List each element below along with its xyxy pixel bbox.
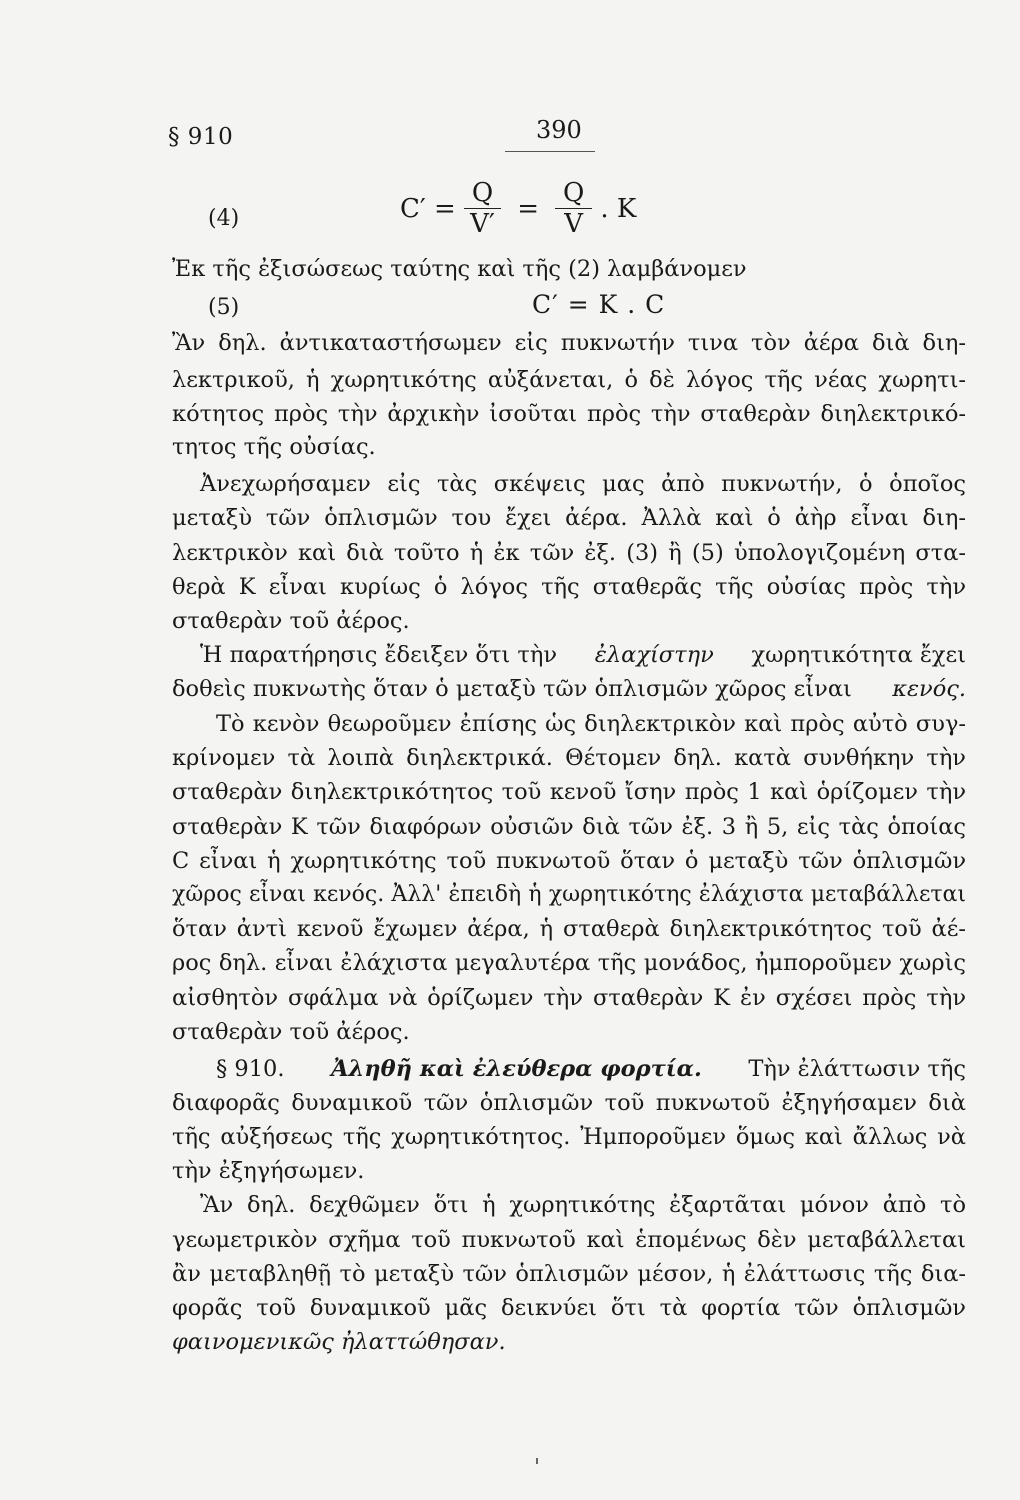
text-run: δοθεὶς πυκνωτὴς ὅταν ὁ μεταξὺ τῶν ὁπλισμῶν χῶρος εἶναι — [172, 676, 852, 702]
text-run: Τὴν ἐλάττωσιν τῆς — [748, 1056, 966, 1082]
page-number: 390 — [536, 116, 582, 144]
paragraph-line: σταθερὰν τοῦ ἀέρος. — [172, 1019, 410, 1045]
paragraph-line: θερὰ K εἶναι κυρίως ὁ λόγος τῆς σταθερᾶς τῆς οὐσίας πρὸς τὴν — [172, 574, 966, 600]
paragraph-line: σταθερὰν τοῦ ἀέρος. — [172, 608, 410, 634]
fraction-denominator: V′ — [470, 209, 495, 239]
paragraph-line: τῆς αὐξήσεως τῆς χωρητικότητος. Ἠμποροῦμεν ὅμως καὶ ἄλλως νὰ — [172, 1124, 966, 1150]
equation-4 — [400, 180, 636, 237]
fraction-q-over-v — [555, 180, 592, 237]
paragraph-line: αἰσθητὸν σφάλμα νὰ ὁρίζωμεν τὴν σταθερὰν K ἐν σχέσει πρὸς τὴν — [172, 985, 966, 1011]
paragraph-line: λεκτρικὸν καὶ διὰ τοῦτο ἡ ἐκ τῶν ἐξ. (3) ἢ (5) ὑπολογιζομένη στα- — [172, 540, 966, 566]
equals-sign: = — [517, 193, 539, 224]
intro-line: Ἐκ τῆς ἐξισώσεως ταύτης καὶ τῆς (2) λαμβάνομεν — [172, 256, 747, 282]
paragraph-line: Ἂν δηλ. δεχθῶμεν ὅτι ἡ χωρητικότης ἐξαρτᾶται μόνον ἀπὸ τὸ — [200, 1192, 966, 1218]
paragraph-line: μεταξὺ τῶν ὁπλισμῶν του ἔχει ἀέρα. Ἀλλὰ καὶ ὁ ἀὴρ εἶναι διη- — [172, 505, 966, 531]
equation-5-label: (5) — [208, 295, 240, 320]
emphasis-text: κενός. — [892, 676, 966, 702]
paragraph-line: κότητος πρὸς τὴν ἀρχικὴν ἰσοῦται πρὸς τὴν σταθερὰν διηλεκτρικό- — [172, 401, 966, 427]
paragraph-line: τητος τῆς οὐσίας. — [172, 434, 376, 460]
header-rule — [505, 151, 595, 152]
section-number: § 910. — [216, 1056, 285, 1082]
paragraph-line: ἂν μεταβληθῇ τὸ μεταξὺ τῶν ὁπλισμῶν μέσον, ἡ ἐλάττωσις τῆς δια- — [172, 1261, 966, 1287]
paragraph-line: τὴν ἐξηγήσωμεν. — [172, 1158, 365, 1184]
paragraph-line: κρίνομεν τὰ λοιπὰ διηλεκτρικά. Θέτομεν δηλ. κατὰ συνθήκην τὴν — [172, 745, 966, 771]
running-head-section: § 910 — [168, 124, 234, 150]
paragraph-line: διαφορᾶς δυναμικοῦ τῶν ὁπλισμῶν τοῦ πυκνωτοῦ ἐξηγήσαμεν διὰ — [172, 1090, 966, 1116]
paragraph-line: σταθερὰν K τῶν διαφόρων οὐσιῶν διὰ τῶν ἐξ. 3 ἢ 5, εἰς τὰς ὁποίας — [172, 814, 966, 840]
text-run: Ἡ παρατήρησις ἔδειξεν ὅτι τὴν — [200, 642, 558, 668]
paragraph-line — [172, 678, 966, 701]
paragraph-line: γεωμετρικὸν σχῆμα τοῦ πυκνωτοῦ καὶ ἑπομένως δὲν μεταβάλλεται — [172, 1227, 966, 1253]
equation-4-label: (4) — [208, 206, 240, 231]
section-heading-line — [216, 1058, 966, 1081]
text-run: χωρητικότητα ἔχει — [751, 642, 967, 668]
paragraph-line: σταθερὰν διηλεκτρικότητος τοῦ κενοῦ ἴσην πρὸς 1 καὶ ὁρίζομεν τὴν — [172, 779, 966, 805]
paragraph-line: C εἶναι ἡ χωρητικότης τοῦ πυκνωτοῦ ὅταν ὁ μεταξὺ τῶν ὁπλισμῶν — [172, 848, 966, 874]
equation-5: C′ = K . C — [532, 290, 666, 319]
paragraph-line-italic: φαινομενικῶς ἠλαττώθησαν. — [172, 1329, 506, 1355]
fraction-denominator: V — [564, 209, 584, 239]
section-title: Ἀληθῆ καὶ ἐλεύθερα φορτία. — [331, 1056, 702, 1082]
fraction-q-over-v-prime — [464, 180, 501, 237]
fraction-numerator: Q — [464, 180, 501, 209]
equation-4-lhs: C′ = — [400, 193, 456, 224]
fraction-numerator: Q — [555, 180, 592, 209]
equation-4-tail: . K — [600, 193, 637, 224]
paragraph-line: Τὸ κενὸν θεωροῦμεν ἐπίσης ὡς διηλεκτρικὸν καὶ πρὸς αὐτὸ συγ- — [216, 711, 966, 737]
print-speck — [536, 1458, 538, 1464]
paragraph-line: χῶρος εἶναι κενός. Ἀλλ' ἐπειδὴ ἡ χωρητικότης ἐλάχιστα μεταβάλλεται — [172, 882, 966, 907]
paragraph-line: φορᾶς τοῦ δυναμικοῦ μᾶς δεικνύει ὅτι τὰ φορτία τῶν ὁπλισμῶν — [172, 1295, 966, 1321]
emphasis-text: ἐλαχίστην — [594, 642, 714, 668]
paragraph-line: λεκτρικοῦ, ἡ χωρητικότης αὐξάνεται, ὁ δὲ λόγος τῆς νέας χωρητι- — [172, 367, 966, 393]
paragraph-line: ὅταν ἀντὶ κενοῦ ἔχωμεν ἀέρα, ἡ σταθερὰ διηλεκτρικότητος τοῦ ἀέ- — [172, 916, 966, 942]
paragraph-line: Ἂν δηλ. ἀντικαταστήσωμεν εἰς πυκνωτήν τινα τὸν ἀέρα διὰ διη- — [172, 330, 966, 356]
paragraph-line — [200, 644, 966, 667]
paragraph-line: Ἀνεχωρήσαμεν εἰς τὰς σκέψεις μας ἀπὸ πυκνωτήν, ὁ ὁποῖος — [200, 471, 966, 497]
paragraph-line: ρος δηλ. εἶναι ἐλάχιστα μεγαλυτέρα τῆς μονάδος, ἠμποροῦμεν χωρὶς — [172, 950, 966, 976]
